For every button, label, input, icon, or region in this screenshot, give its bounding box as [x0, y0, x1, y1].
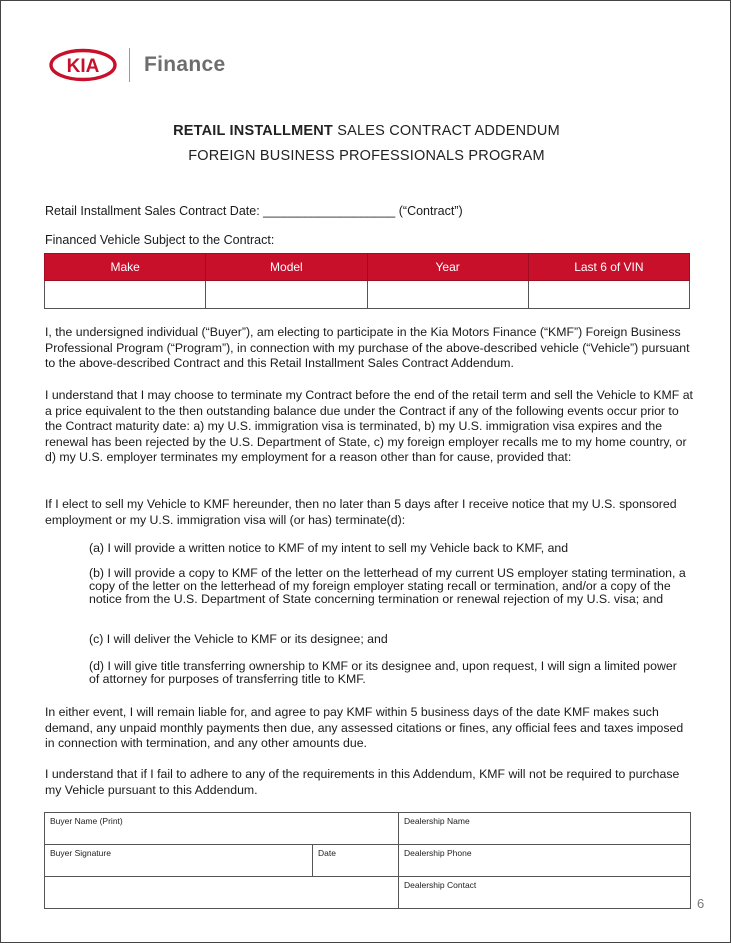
dealership-name-field[interactable]	[399, 813, 691, 845]
contract-date-blank[interactable]: ___________________	[263, 204, 396, 218]
list-item-b: (b) I will provide a copy to KMF of the letter on the letterhead of my current US employer stating termination, a copy of the letter on the letterhead of my foreign employer stating recall or termination, and/or a copy of the notice from the U.S. Department of State concerning termination or renewal rejection of my U.S. visa; and	[89, 566, 686, 606]
header-year: Year	[367, 254, 528, 281]
blank-field[interactable]	[45, 877, 399, 909]
paragraph-requirements: I understand that if I fail to adhere to any of the requirements in this Addendum, KMF will not be required to purchase my Vehicle pursuant to this Addendum.	[45, 767, 680, 797]
date-field[interactable]	[313, 845, 399, 877]
paragraph-sell-conditions: If I elect to sell my Vehicle to KMF hereunder, then no later than 5 days after I receive notice that my U.S. sponsored employment or my U.S. immigration visa will (or has) terminate(d):	[45, 497, 677, 527]
signature-table	[44, 812, 691, 909]
paragraph-liability: In either event, I will remain liable for, and agree to pay KMF within 5 business days of the date KMF makes such demand, any unpaid monthly payments then due, any assessed citations or fines, any official fees and taxes imposed in connection with termination, and any other amounts due.	[45, 705, 684, 751]
document-title-line-1	[1, 123, 731, 139]
signature-row-1	[45, 813, 691, 845]
dealership-name-label: Dealership Name	[404, 816, 470, 826]
title-rest: SALES CONTRACT ADDENDUM	[332, 123, 560, 139]
contract-date-label: Retail Installment Sales Contract Date:	[45, 204, 260, 218]
make-field[interactable]	[45, 281, 206, 309]
year-field[interactable]	[367, 281, 528, 309]
signature-row-2	[45, 845, 691, 877]
paragraph-termination-terms: I understand that I may choose to terminate my Contract before the end of the retail term and sell the Vehicle to KMF at a price equivalent to the then outstanding balance due under the Contract if any of the following events occur prior to the Contract maturity date: a) my U.S. immigration visa is terminated, b) my U.S. immigration visa expires and the renewal has been rejected by the U.S. Department of State, c) my foreign employer recalls me to my home country, or d) my U.S. employer terminates my employment for a reason other than for cause, provided that:	[45, 388, 693, 465]
financed-vehicle-label: Financed Vehicle Subject to the Contract:	[45, 233, 275, 247]
buyer-signature-field[interactable]	[45, 845, 313, 877]
list-item-a: (a) I will provide a written notice to KMF of my intent to sell my Vehicle back to KMF, and	[89, 541, 569, 555]
list-item-c: (c) I will deliver the Vehicle to KMF or its designee; and	[89, 632, 388, 646]
dealership-phone-field[interactable]	[399, 845, 691, 877]
buyer-name-field[interactable]	[45, 813, 399, 845]
dealership-contact-label: Dealership Contact	[404, 880, 477, 890]
header-vin: Last 6 of VIN	[528, 254, 689, 281]
vehicle-table-header	[45, 254, 690, 281]
dealership-contact-field[interactable]	[399, 877, 691, 909]
paragraph-buyer-election: I, the undersigned individual (“Buyer”), am electing to participate in the Kia Motors Finance (“KMF”) Foreign Business Professional Program (“Program”), in connection with my purchase of the above-described vehicle (“Vehicle”) pursuant to the above-described Contract and this Retail Installment Sales Contract Addendum.	[45, 325, 690, 371]
buyer-signature-label: Buyer Signature	[50, 848, 111, 858]
dealership-phone-label: Dealership Phone	[404, 848, 472, 858]
contract-date-line	[45, 204, 463, 218]
kia-finance-logo	[49, 45, 225, 85]
buyer-name-label: Buyer Name (Print)	[50, 816, 123, 826]
document-title-line-2: FOREIGN BUSINESS PROFESSIONALS PROGRAM	[188, 148, 545, 164]
vin-field[interactable]	[528, 281, 689, 309]
model-field[interactable]	[206, 281, 367, 309]
date-label: Date	[318, 848, 336, 858]
finance-label: Finance	[144, 53, 226, 76]
kia-logo-icon	[49, 48, 117, 82]
page-number: 6	[697, 896, 705, 911]
signature-row-3	[45, 877, 691, 909]
logo-divider	[129, 48, 130, 82]
header-model: Model	[206, 254, 367, 281]
vehicle-table-row	[45, 281, 690, 309]
header-make: Make	[45, 254, 206, 281]
title-bold: RETAIL INSTALLMENT	[173, 123, 333, 139]
vehicle-table	[44, 253, 690, 309]
list-item-d: (d) I will give title transferring ownership to KMF or its designee and, upon request, I will sign a limited power of attorney for purposes of transferring title to KMF.	[89, 659, 677, 686]
contract-date-suffix: (“Contract”)	[398, 204, 463, 218]
kia-logo-text: KIA	[66, 56, 100, 77]
